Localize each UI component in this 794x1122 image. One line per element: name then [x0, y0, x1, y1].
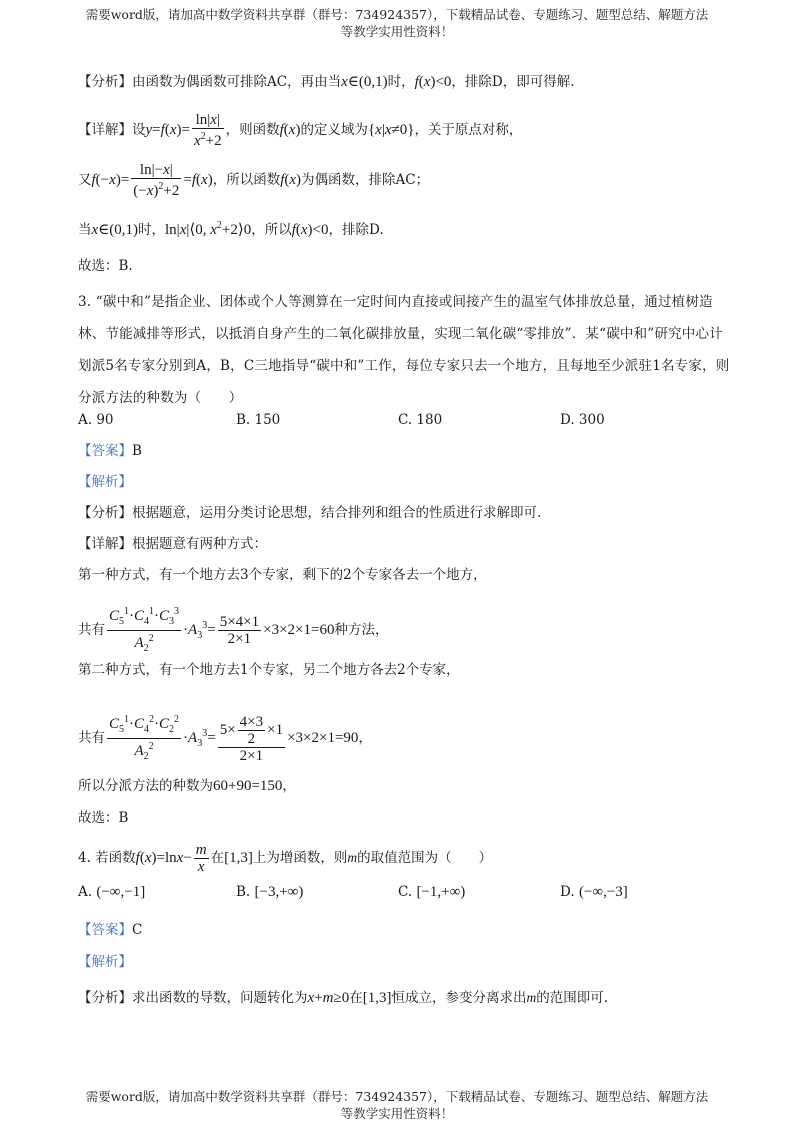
q2-sign-check: 当x∈(0,1)时，ln|x|⟨0, $x^2+2⟩0$，所以f(x)<0，排除D.	[78, 220, 384, 238]
q3-option-b: B. 150	[236, 412, 281, 428]
q2-even-check: 又f(−x)= $\frac{\ln|-x|}{(-x)^2+2}$ =f(x)，所以函数f(x)为偶函数，排除AC；	[78, 162, 430, 199]
answer-tag: 【答案】	[78, 922, 132, 938]
q3-way2-formula: 共有 $\frac{C_5^1\cdot C_4^2\cdot C_2^2}{A_2^2}$ $\cdot A_3^3=$ 5× $\frac{4\times 3}{2}$ ×1 2×1 ×3×2×1=90，	[78, 713, 372, 764]
analysis-tag: 【分析】	[78, 74, 132, 90]
q3-jiexi: 【解析】	[78, 474, 132, 490]
q2-choose: 故选：B.	[78, 258, 133, 274]
q3-analysis: 【分析】根据题意，运用分类讨论思想，结合排列和组合的性质进行求解即可.	[78, 505, 542, 521]
header-line-1: 需要word版，请加高中数学资料共享群（群号：734924357），下载精品试卷、专题练习、题型总结、解题方法	[85, 7, 709, 22]
q4-option-a: A. (−∞,−1]	[78, 884, 146, 900]
q4-answer	[78, 920, 734, 940]
q3-detail: 【详解】根据题意有两种方式：	[78, 536, 267, 552]
footer-line-2: 等教学实用性资料！	[340, 1106, 454, 1121]
q4-jiexi: 【解析】	[78, 954, 132, 970]
q3-answer	[78, 441, 734, 461]
q3-choose: 故选：B	[78, 810, 129, 826]
q2-detail: 【详解】设y=f(x)= $\frac{\ln|x|}{x^2+2}$ ，则函数f(x)的定义域为{x|x≠0}，关于原点对称，	[78, 112, 523, 149]
q3-way1-formula: 共有 $\frac{C_5^1\cdot C_4^1\cdot C_3^3}{A_2^2}$ $\cdot A_3^3=$ $\frac{5\times 4\times 1}{2\times 1}$ ×3×2×1=60种方法，	[78, 606, 389, 654]
q3-way2: 第二种方式，有一个地方去1个专家，另二个地方各去2个专家，	[78, 662, 460, 678]
q2-analysis: 【分析】由函数为偶函数可排除AC，再由当x∈(0,1)时，f(x)<0，排除D，即可得解.	[78, 74, 575, 90]
q3-option-d: D. 300	[560, 412, 605, 428]
page-header	[0, 6, 794, 40]
q3-stem: 3. “碳中和”是指企业、团体或个人等测算在一定时间内直接或间接产生的温室气体排放总量，通过植树造林、节能减排等形式，以抵消自身产生的二氧化碳排放量，实现二氧化碳“零排放”．某“碳中和”研究中心计划派5名专家分别到A，B，C三地指导“碳中和”工作，每位专家只去一个地方，且每地至少派驻1名专家，则分派方法的种数为（ ）	[78, 294, 730, 406]
answer-value: C	[132, 922, 143, 938]
q3-option-a: A. 90	[78, 412, 114, 428]
header-line-2: 等教学实用性资料！	[340, 24, 454, 39]
q3-option-c: C. 180	[398, 412, 443, 428]
detail-tag: 【详解】	[78, 121, 132, 138]
answer-value: B	[132, 443, 142, 459]
q4-option-c: C. [−1,+∞)	[398, 884, 466, 900]
q4-analysis: 【分析】求出函数的导数，问题转化为x+m≥0在[1,3]恒成立，参变分离求出m的范围即可.	[78, 990, 609, 1006]
footer-line-1: 需要word版，请加高中数学资料共享群（群号：734924357），下载精品试卷、专题练习、题型总结、解题方法	[85, 1089, 709, 1104]
q4-stem: 4. 若函数f(x)=lnx− $\frac{m}{x}$ 在[1,3]上为增函数，则m的取值范围为（ ）	[78, 842, 493, 875]
page-footer	[0, 1088, 794, 1122]
q3-total: 所以分派方法的种数为60+90=150，	[78, 778, 296, 794]
q4-option-d: D. (−∞,−3]	[560, 884, 628, 900]
answer-tag: 【答案】	[78, 443, 132, 459]
q4-option-b: B. [−3,+∞)	[236, 884, 304, 900]
q3-way1: 第一种方式，有一个地方去3个专家，剩下的2个专家各去一个地方，	[78, 567, 487, 583]
